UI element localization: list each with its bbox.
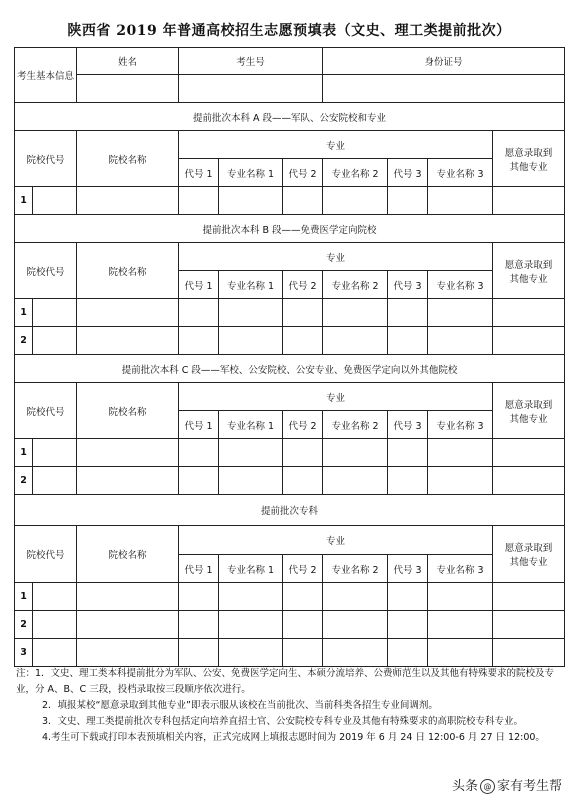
- other-major-cell[interactable]: [493, 327, 565, 355]
- row-number: 2: [15, 467, 33, 495]
- school-name-header: 院校名称: [77, 383, 179, 439]
- name-label: 姓名: [77, 48, 179, 75]
- major-code-3-cell[interactable]: [388, 439, 428, 467]
- major-code-1-cell[interactable]: [179, 611, 219, 639]
- watermark-name: 家有考生帮: [496, 779, 562, 794]
- section-title: 提前批次专科: [15, 495, 565, 526]
- application-form-table: [14, 47, 565, 667]
- basic-info-label: 考生基本信息: [15, 48, 77, 103]
- major-code-3-cell[interactable]: [388, 611, 428, 639]
- school-code-cell[interactable]: [33, 187, 77, 215]
- major-code1-header: 代号 1: [179, 271, 219, 299]
- other-major-cell[interactable]: [493, 639, 565, 667]
- major-name2-header: 专业名称 2: [323, 271, 388, 299]
- section-title: 提前批次本科 C 段——军校、公安院校、公安专业、免费医学定向以外其他院校: [15, 355, 565, 383]
- major-code-2-cell[interactable]: [283, 639, 323, 667]
- major-name3-header: 专业名称 3: [428, 411, 493, 439]
- major-name-3-cell[interactable]: [428, 299, 493, 327]
- other-major-cell[interactable]: [493, 299, 565, 327]
- major-header: 专业: [179, 243, 493, 271]
- other-major-cell[interactable]: [493, 187, 565, 215]
- major-name-2-cell[interactable]: [323, 327, 388, 355]
- school-name-cell[interactable]: [77, 639, 179, 667]
- row-number: 1: [15, 299, 33, 327]
- table-row: [15, 611, 565, 639]
- major-code-1-cell[interactable]: [179, 327, 219, 355]
- row-number: 3: [15, 639, 33, 667]
- school-code-cell[interactable]: [33, 611, 77, 639]
- major-name1-header: 专业名称 1: [219, 271, 283, 299]
- school-name-header: 院校名称: [77, 131, 179, 187]
- major-name1-header: 专业名称 1: [219, 411, 283, 439]
- major-code-3-cell[interactable]: [388, 187, 428, 215]
- major-code-3-cell[interactable]: [388, 639, 428, 667]
- other-major-cell[interactable]: [493, 467, 565, 495]
- major-code2-header: 代号 2: [283, 159, 323, 187]
- school-name-cell[interactable]: [77, 439, 179, 467]
- major-code-1-cell[interactable]: [179, 639, 219, 667]
- exam-number-field[interactable]: [179, 75, 323, 103]
- other-major-header: 愿意录取到其他专业: [493, 131, 565, 187]
- major-code-2-cell[interactable]: [283, 583, 323, 611]
- section-header-row: [15, 355, 565, 383]
- school-code-header: 院校代号: [15, 131, 77, 187]
- school-name-cell[interactable]: [77, 187, 179, 215]
- other-major-cell[interactable]: [493, 583, 565, 611]
- other-major-header: 愿意录取到其他专业: [493, 243, 565, 299]
- table-row: [15, 439, 565, 467]
- major-name3-header: 专业名称 3: [428, 159, 493, 187]
- column-header-row: [15, 526, 565, 555]
- section-header-row: [15, 215, 565, 243]
- other-major-header: 愿意录取到其他专业: [493, 383, 565, 439]
- row-number: 1: [15, 439, 33, 467]
- school-name-cell[interactable]: [77, 611, 179, 639]
- school-name-cell[interactable]: [77, 583, 179, 611]
- major-name-3-cell[interactable]: [428, 639, 493, 667]
- major-name-3-cell[interactable]: [428, 611, 493, 639]
- table-row: [15, 467, 565, 495]
- major-name-3-cell[interactable]: [428, 439, 493, 467]
- school-name-header: 院校名称: [77, 526, 179, 583]
- row-number: 2: [15, 611, 33, 639]
- major-code-1-cell[interactable]: [179, 299, 219, 327]
- major-code-3-cell[interactable]: [388, 299, 428, 327]
- form-body: [15, 48, 565, 667]
- major-code-1-cell[interactable]: [179, 187, 219, 215]
- major-code-1-cell[interactable]: [179, 467, 219, 495]
- major-name-3-cell[interactable]: [428, 583, 493, 611]
- major-name-2-cell[interactable]: [323, 299, 388, 327]
- major-code2-header: 代号 2: [283, 555, 323, 583]
- column-header-row: [15, 383, 565, 411]
- table-row: [15, 299, 565, 327]
- major-code-2-cell[interactable]: [283, 299, 323, 327]
- school-code-cell[interactable]: [33, 299, 77, 327]
- major-name-1-cell[interactable]: [219, 467, 283, 495]
- section-header-row: [15, 103, 565, 131]
- other-major-cell[interactable]: [493, 611, 565, 639]
- major-name-3-cell[interactable]: [428, 187, 493, 215]
- note-2: 2．填报某校“愿意录取到其他专业”即表示服从该校在当前批次、当前科类各招生专业间调剂。: [42, 700, 438, 711]
- major-code-3-cell[interactable]: [388, 467, 428, 495]
- basic-info-row-inputs: [15, 75, 565, 103]
- table-row: [15, 327, 565, 355]
- notes: [16, 666, 564, 746]
- school-code-cell[interactable]: [33, 439, 77, 467]
- school-code-cell[interactable]: [33, 327, 77, 355]
- major-name-1-cell[interactable]: [219, 611, 283, 639]
- major-code-2-cell[interactable]: [283, 467, 323, 495]
- form-title: 陕西省 2019 年普通高校招生志愿预填表（文史、理工类提前批次）: [67, 23, 511, 39]
- major-name-1-cell[interactable]: [219, 327, 283, 355]
- table-row: [15, 187, 565, 215]
- note-3: 3．文史、理工类提前批次专科包括定向培养直招士官、公安院校专科专业及其他有特殊要求的高职院校专科专业。: [42, 716, 524, 727]
- major-name-1-cell[interactable]: [219, 583, 283, 611]
- major-name-2-cell[interactable]: [323, 611, 388, 639]
- section-title: 提前批次本科 A 段——军队、公安院校和专业: [15, 103, 565, 131]
- major-code-2-cell[interactable]: [283, 611, 323, 639]
- major-code-2-cell[interactable]: [283, 327, 323, 355]
- column-header-row: [15, 131, 565, 159]
- major-code-3-cell[interactable]: [388, 583, 428, 611]
- id-number-field[interactable]: [323, 75, 565, 103]
- school-name-cell[interactable]: [77, 299, 179, 327]
- row-number: 1: [15, 187, 33, 215]
- school-code-cell[interactable]: [33, 467, 77, 495]
- column-header-row: [15, 243, 565, 271]
- basic-info-row-labels: [15, 48, 565, 75]
- at-icon: @: [480, 779, 495, 794]
- major-code2-header: 代号 2: [283, 411, 323, 439]
- major-name-3-cell[interactable]: [428, 467, 493, 495]
- major-name2-header: 专业名称 2: [323, 555, 388, 583]
- table-row: [15, 583, 565, 611]
- school-code-cell[interactable]: [33, 639, 77, 667]
- major-code3-header: 代号 3: [388, 411, 428, 439]
- note-1: 注：1．文史、理工类本科提前批分为军队、公安、免费医学定向生、本硕分流培养、公费师范生以及其他有特殊要求的院校及专业，分 A、B、C 三段，投档录取按三段顺序依次进行。: [16, 668, 555, 695]
- major-name-1-cell[interactable]: [219, 187, 283, 215]
- major-name3-header: 专业名称 3: [428, 271, 493, 299]
- major-name-2-cell[interactable]: [323, 467, 388, 495]
- school-code-header: 院校代号: [15, 526, 77, 583]
- major-code-2-cell[interactable]: [283, 439, 323, 467]
- major-code3-header: 代号 3: [388, 271, 428, 299]
- major-code-1-cell[interactable]: [179, 583, 219, 611]
- school-name-cell[interactable]: [77, 467, 179, 495]
- major-name-2-cell[interactable]: [323, 639, 388, 667]
- school-code-header: 院校代号: [15, 383, 77, 439]
- school-code-cell[interactable]: [33, 583, 77, 611]
- major-code1-header: 代号 1: [179, 159, 219, 187]
- major-code2-header: 代号 2: [283, 271, 323, 299]
- major-name-2-cell[interactable]: [323, 583, 388, 611]
- major-name1-header: 专业名称 1: [219, 159, 283, 187]
- major-name-3-cell[interactable]: [428, 327, 493, 355]
- major-code1-header: 代号 1: [179, 555, 219, 583]
- row-number: 2: [15, 327, 33, 355]
- other-major-header: 愿意录取到其他专业: [493, 526, 565, 583]
- major-header: 专业: [179, 526, 493, 555]
- major-name3-header: 专业名称 3: [428, 555, 493, 583]
- major-name-2-cell[interactable]: [323, 187, 388, 215]
- major-code1-header: 代号 1: [179, 411, 219, 439]
- school-code-header: 院校代号: [15, 243, 77, 299]
- watermark-prefix: 头条: [451, 779, 478, 794]
- school-name-header: 院校名称: [77, 243, 179, 299]
- other-major-cell[interactable]: [493, 439, 565, 467]
- major-header: 专业: [179, 383, 493, 411]
- major-name-1-cell[interactable]: [219, 639, 283, 667]
- exam-number-label: 考生号: [179, 48, 323, 75]
- major-code3-header: 代号 3: [388, 159, 428, 187]
- table-row: [15, 639, 565, 667]
- school-name-cell[interactable]: [77, 327, 179, 355]
- id-number-label: 身份证号: [323, 48, 565, 75]
- section-header-row: [15, 495, 565, 526]
- major-name1-header: 专业名称 1: [219, 555, 283, 583]
- major-code-3-cell[interactable]: [388, 327, 428, 355]
- watermark: [452, 775, 562, 794]
- major-name-2-cell[interactable]: [323, 439, 388, 467]
- major-name2-header: 专业名称 2: [323, 411, 388, 439]
- row-number: 1: [15, 583, 33, 611]
- major-code-2-cell[interactable]: [283, 187, 323, 215]
- major-header: 专业: [179, 131, 493, 159]
- major-name-1-cell[interactable]: [219, 299, 283, 327]
- major-name-1-cell[interactable]: [219, 439, 283, 467]
- name-field[interactable]: [77, 75, 179, 103]
- major-name2-header: 专业名称 2: [323, 159, 388, 187]
- section-title: 提前批次本科 B 段——免费医学定向院校: [15, 215, 565, 243]
- note-4: 4.考生可下载或打印本表预填相关内容，正式完成网上填报志愿时间为 2019 年 6 月 24 日 12:00-6 月 27 日 12:00。: [42, 732, 545, 743]
- major-code3-header: 代号 3: [388, 555, 428, 583]
- major-code-1-cell[interactable]: [179, 439, 219, 467]
